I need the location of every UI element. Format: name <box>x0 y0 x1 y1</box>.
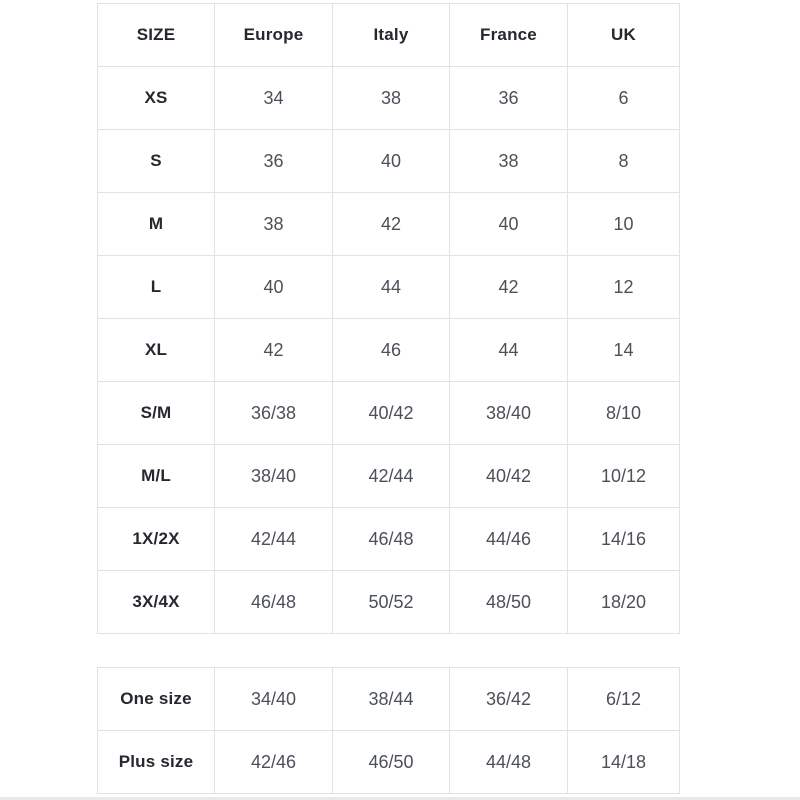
size-value-cell: 36 <box>215 130 333 193</box>
size-value-cell: 14/16 <box>568 508 680 571</box>
header-row <box>98 4 680 67</box>
size-value-cell: 12 <box>568 256 680 319</box>
size-value-cell: 6 <box>568 67 680 130</box>
size-value-cell: 50/52 <box>333 571 450 634</box>
size-value-cell: 18/20 <box>568 571 680 634</box>
size-value-cell: 38/40 <box>215 445 333 508</box>
size-value-cell: 42/44 <box>333 445 450 508</box>
size-value-cell: 46/50 <box>333 731 450 794</box>
size-value-cell: 46/48 <box>215 571 333 634</box>
size-value-cell: 14 <box>568 319 680 382</box>
size-value-cell: 38 <box>215 193 333 256</box>
size-label-cell: L <box>98 256 215 319</box>
size-conversion-table <box>97 3 680 634</box>
table-row <box>98 445 680 508</box>
size-label-cell: S <box>98 130 215 193</box>
size-value-cell: 40/42 <box>333 382 450 445</box>
table-row <box>98 193 680 256</box>
size-label-cell: XL <box>98 319 215 382</box>
size-value-cell: 44 <box>450 319 568 382</box>
size-value-cell: 42/46 <box>215 731 333 794</box>
table-row <box>98 319 680 382</box>
size-value-cell: 10/12 <box>568 445 680 508</box>
column-header-size: SIZE <box>98 4 215 67</box>
size-label-cell: M <box>98 193 215 256</box>
size-value-cell: 42 <box>333 193 450 256</box>
table-row <box>98 382 680 445</box>
column-header-france: France <box>450 4 568 67</box>
size-value-cell: 8 <box>568 130 680 193</box>
size-value-cell: 36/38 <box>215 382 333 445</box>
size-label-cell: 1X/2X <box>98 508 215 571</box>
size-value-cell: 44/46 <box>450 508 568 571</box>
size-value-cell: 40 <box>450 193 568 256</box>
size-label-cell: XS <box>98 67 215 130</box>
size-value-cell: 42 <box>450 256 568 319</box>
table-row <box>98 668 680 731</box>
size-value-cell: 36/42 <box>450 668 568 731</box>
size-label-cell: M/L <box>98 445 215 508</box>
table-row <box>98 67 680 130</box>
column-header-europe: Europe <box>215 4 333 67</box>
size-value-cell: 38/44 <box>333 668 450 731</box>
table-row <box>98 571 680 634</box>
size-value-cell: 10 <box>568 193 680 256</box>
size-value-cell: 46/48 <box>333 508 450 571</box>
size-label-cell: S/M <box>98 382 215 445</box>
size-value-cell: 46 <box>333 319 450 382</box>
size-value-cell: 38 <box>450 130 568 193</box>
size-value-cell: 36 <box>450 67 568 130</box>
size-value-cell: 14/18 <box>568 731 680 794</box>
size-value-cell: 34 <box>215 67 333 130</box>
size-label-cell: Plus size <box>98 731 215 794</box>
size-value-cell: 8/10 <box>568 382 680 445</box>
size-value-cell: 40/42 <box>450 445 568 508</box>
size-value-cell: 44/48 <box>450 731 568 794</box>
size-label-cell: One size <box>98 668 215 731</box>
size-label-cell: 3X/4X <box>98 571 215 634</box>
size-value-cell: 48/50 <box>450 571 568 634</box>
table-row <box>98 508 680 571</box>
table-row <box>98 731 680 794</box>
size-value-cell: 6/12 <box>568 668 680 731</box>
column-header-italy: Italy <box>333 4 450 67</box>
size-value-cell: 44 <box>333 256 450 319</box>
size-value-cell: 40 <box>333 130 450 193</box>
size-value-cell: 34/40 <box>215 668 333 731</box>
size-value-cell: 42/44 <box>215 508 333 571</box>
column-header-uk: UK <box>568 4 680 67</box>
table-row <box>98 130 680 193</box>
size-value-cell: 42 <box>215 319 333 382</box>
size-value-cell: 38 <box>333 67 450 130</box>
size-value-cell: 38/40 <box>450 382 568 445</box>
special-sizes-table <box>97 667 680 794</box>
table-row <box>98 256 680 319</box>
size-value-cell: 40 <box>215 256 333 319</box>
